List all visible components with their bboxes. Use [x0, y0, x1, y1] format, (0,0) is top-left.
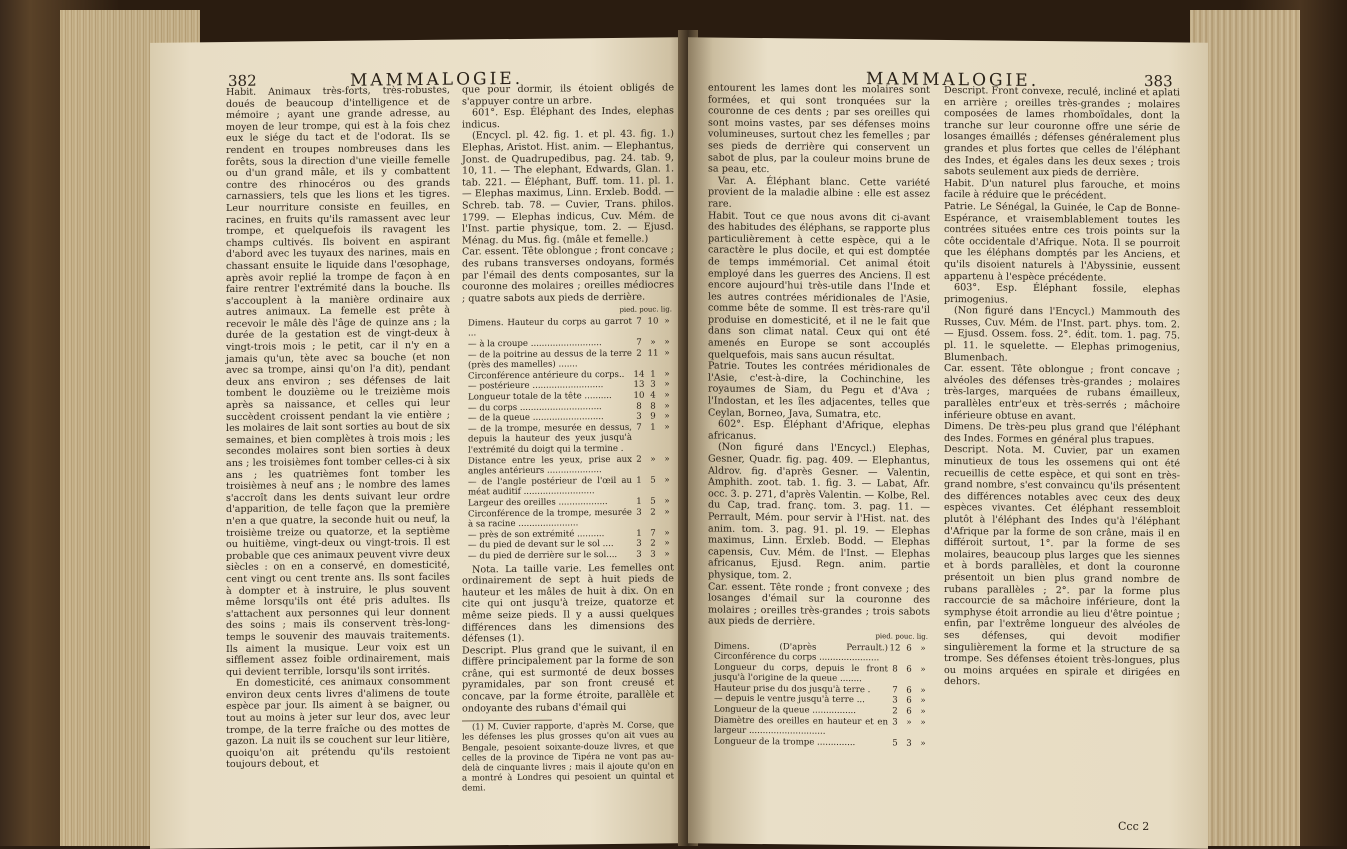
dimension-inches: 7: [650, 528, 656, 539]
dimension-inches: 5: [650, 475, 656, 486]
dimension-lines: »: [664, 401, 670, 412]
dimension-feet: 3: [892, 717, 898, 728]
dimension-inches: »: [906, 717, 912, 728]
dimension-row: [708, 662, 930, 686]
dimension-feet: 5: [892, 738, 898, 749]
dimension-row: [462, 316, 674, 339]
dimension-feet: 7: [636, 422, 642, 433]
dimension-inches: 8: [650, 401, 656, 412]
right-running-head: MAMMALOGIE.: [866, 69, 1040, 91]
nota-601: Nota. La taille varie. Les femelles ont ordinairement de sept à huit pieds de hauteur et les mâles de huit à dix. On en cite qui ont jusqu'à treize, quatorze et même seize pieds. Il y a aussi quelques différences dans les dimensions des défenses (1).: [462, 561, 674, 645]
dimension-inches: »: [650, 454, 656, 465]
left-page: [150, 37, 688, 849]
dimension-inches: 3: [906, 738, 912, 749]
dimension-label: Longueur totale de la tête ..........: [468, 391, 612, 403]
dimension-inches: 10: [647, 316, 659, 327]
dimension-label: — de la poitrine au dessus de la terre (près des mamelles) .......: [468, 348, 632, 371]
dimension-label: Circonférence de la trompe, mesurée à sa racine ......................: [468, 507, 632, 530]
dimension-feet: 2: [636, 454, 642, 465]
description-continuation: entourent les lames dont les molaires sont formées, et qui sont tronquées sur la couronne de ces dents ; par ses oreilles qui sont moins vastes, par ses défenses moins volumineuses, surtout chez les femelles ; par ses pieds de derrière qui conservent un sabot de plus, par la couleur moins brune de sa peau, etc.: [708, 82, 930, 176]
habit-602: Habit. D'un naturel plus farouche, et moins facile à réduire que le précédent.: [944, 177, 1180, 203]
dimension-lines: »: [664, 496, 670, 507]
patrie-601: Patrie. Toutes les contrées méridionales de l'Asie, c'est-à-dire, la Cochinchine, les royaumes de Siam, du Pegu et d'Ava ; l'Indostan, et les îles adjacentes, telles que Ceylan, Borneo, Java, Sumatra, etc.: [708, 360, 930, 420]
dimension-lines: »: [664, 538, 670, 549]
dimension-label: Hauteur prise du dos jusqu'à terre .: [714, 683, 871, 696]
right-column-1: [708, 82, 930, 751]
description-601: Descript. Plus grand que le suivant, il en diffère principalement par la forme de son crâne, qui est surmonté de deux bosses pyramidales, par son front creusé et concave, par la forme étroite, parallèle et ondoyante des rubans d'émail qui: [462, 643, 674, 715]
dimension-feet: 3: [636, 539, 642, 550]
left-page-number: 382: [228, 71, 257, 91]
dimension-feet: 8: [636, 401, 642, 412]
species-heading-601: 601°. Esp. Éléphant des Indes, elephas indicus.: [462, 105, 674, 131]
dimension-lines: »: [664, 453, 670, 465]
dimension-lines: »: [664, 316, 670, 327]
dimension-feet: 3: [892, 695, 898, 706]
dimension-feet: 2: [892, 706, 898, 717]
signature-mark: Ccc 2: [1118, 819, 1150, 834]
dimension-inches: 1: [650, 369, 656, 380]
dimension-inches: 6: [906, 643, 912, 654]
dimension-inches: 11: [647, 348, 659, 359]
dimension-label: Longueur de la queue ................: [714, 704, 857, 717]
habit-601: Habit. Tout ce que nous avons dit ci-avant des habitudes des éléphans, se rapporte plus particulièrement à cette espèce, qui a le caractère le plus docile, et qui est domptée de temps immémorial. Cet animal étoit employé dans les guerres des Anciens. Il est encore aujourd'hui très-utile dans l'Inde et les autres contrées méridionales de l'Asie, comme bête de somme. Il est très-rare qu'il produise en domesticité, et il ne le fait que dans son climat natal. Ceux qui ont été amenés en Europe se sont accouplés quelquefois, mais sans aucun résultat.: [708, 210, 930, 363]
left-running-head: MAMMALOGIE.: [350, 68, 524, 91]
domesticity-paragraph: En domesticité, ces animaux consomment environ deux cents livres d'alimens de toute espèce par jour. Ils aiment à se baigner, ou tout au moins à jeter sur leur dos, avec leur trompe, de la terre fraîche ou des mottes de gazon. La nuit ils se couchent sur leur litière, quoiqu'on ait prétendu qu'ils restoient toujours debout, et: [226, 675, 450, 771]
dimension-lines: »: [664, 379, 670, 390]
dimension-row: [462, 507, 674, 530]
dimension-lines: »: [664, 475, 670, 486]
dimension-lines: »: [920, 706, 926, 717]
dimension-label: Diamètre des oreilles en hauteur et en largeur ............................: [714, 715, 888, 737]
essential-characters-603: Car. essent. Tête oblongue ; front concave ; alvéoles des défenses très-grandes ; molaires très-larges, marquées de rubans émailleux, parallèles entr'eux et très-serrés ; mâchoire inférieure obtuse en avant.: [944, 363, 1180, 422]
dimension-feet: 7: [636, 337, 642, 348]
dimension-label: Longueur de la trompe ..............: [714, 736, 856, 748]
dimension-feet: 1: [636, 496, 642, 507]
dimension-feet: 1: [636, 528, 642, 539]
dimension-feet: 2: [636, 348, 642, 359]
dimension-lines: »: [920, 738, 926, 749]
dimension-row: [462, 454, 674, 477]
references-603: (Non figuré dans l'Encycl.) Mammouth des Russes, Cuv. Mém. de l'Inst. part. phys. tom. 2. — Ejusd. Ossem. foss. 2°. édit. tom. 1. pag. 75. pl. 11. le squelette. — Elephas primogenius, Blumenbach.: [944, 305, 1180, 364]
dimensions-units-header-602: pied. pouc. lig.: [875, 632, 928, 641]
dimension-inches: 6: [906, 706, 912, 717]
dimension-feet: 1: [636, 475, 642, 486]
left-column-1: [226, 85, 450, 771]
dimension-feet: 3: [636, 507, 642, 518]
dimension-inches: »: [650, 337, 656, 348]
dimension-label: — à la croupe ..........................: [468, 338, 602, 350]
dimension-lines: »: [664, 337, 670, 348]
dimension-inches: 6: [906, 664, 912, 675]
variety-a: Var. A. Éléphant blanc. Cette variété provient de la maladie albine : elle est assez rare.: [708, 175, 930, 210]
dimension-row: [708, 736, 930, 749]
dimensions-units-header: pied. pouc. lig.: [619, 305, 672, 315]
dimension-lines: »: [664, 549, 670, 560]
dimension-lines: »: [664, 422, 670, 433]
habit-paragraph: Habit. Animaux très-forts, très-robustes, doués de beaucoup d'intelligence et de mémoire ; ayant une grande adresse, au moyen de leur trompe, qui est à la fois chez eux le siége du tact et de l'odorat. Ils se rendent en troupes nombreuses dans les forêts, sous la direction d'une vieille femelle ou d'un grand mâle, et ils y combattent contre des rhinocéros ou des grands carnassiers, tels que les lions et les tigres. Leur nourriture consiste en feuilles, en racines, en fruits qu'ils ramassent avec leur trompe, et quelquefois ils ravagent les champs cultivés. Ils boivent en aspirant d'abord avec les tuyaux des narines, mais en chassant ensuite le liquide dans l'œsophage, après avoir replié la trompe de façon à en faire rentrer l'extrémité dans la bouche. Ils s'accouplent à la manière ordinaire aux autres animaux. La femelle est prête à recevoir le mâle dès l'âge de quinze ans ; la durée de la gestation est de vingt-deux à vingt-trois mois ; le petit, car il n'y en a jamais qu'un, tète avec sa bouche (et non avec sa trompe, ainsi qu'on l'a dit), pendant deux ans environ ; ses défenses de lait tombent le douzième ou le treizième mois après sa naissance, et celles qui leur succèdent croissent pendant la vie entière ; les molaires de lait sont sorties au bout de six semaines, et bien complètes à trois mois ; les secondes molaires sont bien sorties à deux ans ; les troisièmes font tomber celles-ci à six ans ; les quatrièmes font tomber les troisièmes à neuf ans ; le nombre des lames s'accroît dans les dents suivant leur ordre d'apparition, de telle façon que la première n'en a que quatre, la seconde huit ou neuf, la troisième treize ou quatorze, et la septième ou huitième, vingt-deux ou vingt-trois. Il est probable que ces animaux peuvent vivre deux siècles : on en a conservé, en domesticité, cent vingt ou cent trente ans. Ils sont faciles à dompter et à instruire, le plus souvent même lorsqu'ils ont été pris adultes. Ils s'attachent aux personnes qui leur donnent des soins ; mais ils conservent très-long-temps le souvenir des mauvais traitements. Ils aiment la musique. Leur voix est un sifflement assez foible ordinairement, mais qui devient terrible, lorsqu'ils sont irrités.: [226, 84, 450, 678]
dimension-row: [462, 422, 674, 456]
references-602: (Non figuré dans l'Encycl.) Elephas, Gesner, Quadr. fig. pag. 409. — Elephantus, Aldrov. fig. d'après Gesner. — Valentin, Amphith. zoot. tab. 1. fig. 3. — Labat, Afr. occ. 3. p. 271, d'après Valentin. — Kolbe, Rel. du Cap, trad. franç. tom. 3. pag. 11. — Perrault, Mém. pour servir à l'Hist. nat. des anim. tom. 3. pag. 91. pl. 19. — Elephas maximus, Linn. Erxleb. Bodd. — Elephas capensis, Cuv. Mém. de l'Inst. — Elephas africanus, Ejusd. Regn. anim. partie physique, tom. 2.: [708, 441, 930, 582]
left-column-2: [462, 82, 674, 793]
dimension-feet: 13: [633, 380, 645, 391]
dimension-row: [462, 348, 674, 371]
dimension-lines: »: [664, 390, 670, 401]
dimension-label: — du pied de devant sur le sol ....: [468, 539, 614, 551]
footnote: (1) M. Cuvier rapporte, d'après M. Corse, que les défenses les plus grosses qu'on ait vues au Bengale, pesoient soixante-douze livres, et que celles de la province de Tipéra ne vont pas au-delà de cinquante livres ; mais il ajoute qu'on en a montré à Londres qui pesoient un quintal et demi.: [462, 719, 674, 794]
dimensions-table-602: [708, 629, 930, 749]
dimension-lines: »: [664, 506, 670, 517]
dimension-feet: 3: [636, 411, 642, 422]
dimension-row: [462, 549, 674, 562]
dimension-lines: »: [664, 348, 670, 359]
dimension-row: [462, 475, 674, 498]
dimension-lines: »: [920, 717, 926, 728]
dimension-lines: »: [664, 528, 670, 539]
dimension-label: — de la trompe, mesurée en dessus, depuis la hauteur des yeux jusqu'à l'extrémité du doigt qui la termine .: [468, 422, 632, 456]
dimensions-table-601: [462, 305, 674, 562]
essential-characters-601: Car. essent. Tête oblongue ; front concave ; des rubans transverses ondoyans, formés par l'émail des dents composantes, sur la couronne des molaires ; oreilles médiocres ; quatre sabots aux pieds de derrière.: [462, 244, 674, 305]
dimension-inches: 2: [650, 538, 656, 549]
right-column-2: [944, 85, 1180, 690]
dimension-lines: »: [920, 664, 926, 675]
dimension-label: Longueur du corps, depuis le front jusqu'à l'origine de la queue ........: [714, 662, 888, 685]
patrie-602: Patrie. Le Sénégal, la Guinée, le Cap de Bonne-Espérance, et vraisemblablement toutes les contrées situées entre ces trois points sur la côte occidentale d'Afrique. Nota. Il se pourroit que les éléphans domptés par les Anciens, et qu'ils disoient naturels à l'Abyssinie, eussent appartenu à l'espèce précédente.: [944, 200, 1180, 284]
dimension-feet: 14: [633, 369, 645, 380]
dimension-inches: 2: [650, 507, 656, 518]
dimension-label: — du corps ..............................: [468, 401, 602, 414]
dimension-feet: 7: [636, 316, 642, 327]
dimension-inches: 6: [906, 696, 912, 707]
dimension-lines: »: [920, 643, 926, 654]
dimension-inches: 3: [650, 549, 656, 560]
dimension-feet: 10: [633, 390, 645, 401]
dimension-label: — de la queue ..........................: [468, 412, 604, 424]
dimension-feet: 8: [892, 664, 898, 675]
description-602: Descript. Front convexe, reculé, incliné et aplati en arrière ; oreilles très-grandes ; molaires composées de lames rhomboïdales, dont la tranche sur leur couronne offre une série de losanges émaillés ; défenses généralement plus grandes et plus fortes que celles de l'éléphant des Indes, et égales dans les deux sexes ; trois sabots seulement aux pieds de derrière.: [944, 84, 1180, 180]
dimension-inches: 6: [906, 685, 912, 696]
dimension-label: — du pied de derrière sur le sol....: [468, 549, 618, 562]
species-heading-602: 602°. Esp. Éléphant d'Afrique, elephas africanus.: [708, 418, 930, 442]
right-page-number: 383: [1144, 72, 1173, 91]
dimension-inches: 3: [650, 379, 656, 391]
dimension-lines: »: [664, 411, 670, 422]
dimension-inches: 4: [650, 390, 656, 401]
right-page: [688, 37, 1208, 848]
dimension-feet: 7: [892, 685, 898, 696]
continuation-text: que pour dormir, ils étoient obligés de s'appuyer contre un arbre.: [462, 82, 674, 108]
dimension-inches: 9: [650, 411, 656, 422]
dimension-feet: 12: [889, 642, 901, 654]
dimension-label: Dimens. Hauteur du corps au garrot ...: [468, 316, 632, 339]
dimension-lines: »: [920, 685, 926, 696]
species-heading-603: 603°. Esp. Éléphant fossile, elephas primogenius.: [944, 282, 1180, 306]
description-603: Descript. Nota. M. Cuvier, par un examen minutieux de tous les ossemens qui ont été recueillis de cette espèce, et qui sont en très-grand nombre, s'est convaincu qu'ils présentent des différences notables avec ceux des deux espèces vivantes. Cet éléphant ressembloit plutôt à l'éléphant des Indes qu'à l'éléphant d'Afrique par la forme de son crâne, mais il en différoit surtout, 1°. par la forme de ses molaires, beaucoup plus larges que les siennes et à bords parallèles, et dont la couronne présentoit un bien plus grand nombre de rubans parallèles ; 2°. par la forme plus raccourcie de sa mâchoire inférieure, dont la symphyse étoit arrondie au lieu d'être pointue ; enfin, par l'extrême longueur des alvéoles de ses défenses, qui devoit modifier singulièrement la forme et la structure de sa trompe. Ses défenses étoient très-longues, plus ou moins arquées en spirale et dirigées en dehors.: [944, 444, 1180, 688]
dimension-label: — depuis le ventre jusqu'à terre ...: [714, 694, 865, 706]
dimension-label: — de l'angle postérieur de l'œil au méat auditif ..........................: [468, 475, 632, 498]
dimensions-603: Dimens. De très-peu plus grand que l'éléphant des Indes. Formes en général plus trapues.: [944, 421, 1180, 446]
dimension-label: — postérieure ..........................: [468, 380, 604, 392]
references-601: (Encycl. pl. 42. fig. 1. et pl. 43. fig. 1.) Elephas, Aristot. Hist. anim. — Elephantus, Jonst. de Quadrupedibus, pag. 24. tab. 9, 10, 11. — The elephant, Edwards, Glan. 1. tab. 221. — Éléphant, Buff. tom. 11. pl. 1. — Elephas maximus, Linn. Erxleb. Bodd. — Schreb. tab. 78. — Cuvier, Trans. philos. 1799. — Elephas indicus, Cuv. Mém. de l'Inst. partie physique, tom. 2. — Ejusd. Ménag. du Mus. fig. (mâle et femelle.): [462, 128, 674, 247]
dimension-inches: 5: [650, 496, 656, 507]
dimension-lines: »: [664, 369, 670, 380]
dimension-row: [708, 715, 930, 739]
dimension-label: Circonférence antérieure du corps..: [468, 369, 625, 382]
dimension-row: [708, 641, 930, 665]
dimension-label: — près de son extrémité ..........: [468, 528, 605, 541]
dimension-label: Dimens. (D'après Perrault.) Circonférence du corps ......................: [714, 641, 888, 664]
dimension-inches: 1: [650, 422, 656, 433]
essential-characters-602: Car. essent. Tête ronde ; front convexe ; des losanges d'émail sur la couronne des molaires ; oreilles très-grandes ; trois sabots aux pieds de derrière.: [708, 581, 930, 628]
dimension-label: Largeur des oreilles ..................: [468, 496, 608, 509]
dimension-label: Distance entre les yeux, prise aux angles antérieurs ....................: [468, 454, 632, 477]
dimension-feet: 3: [636, 549, 642, 560]
dimension-lines: »: [920, 696, 926, 707]
